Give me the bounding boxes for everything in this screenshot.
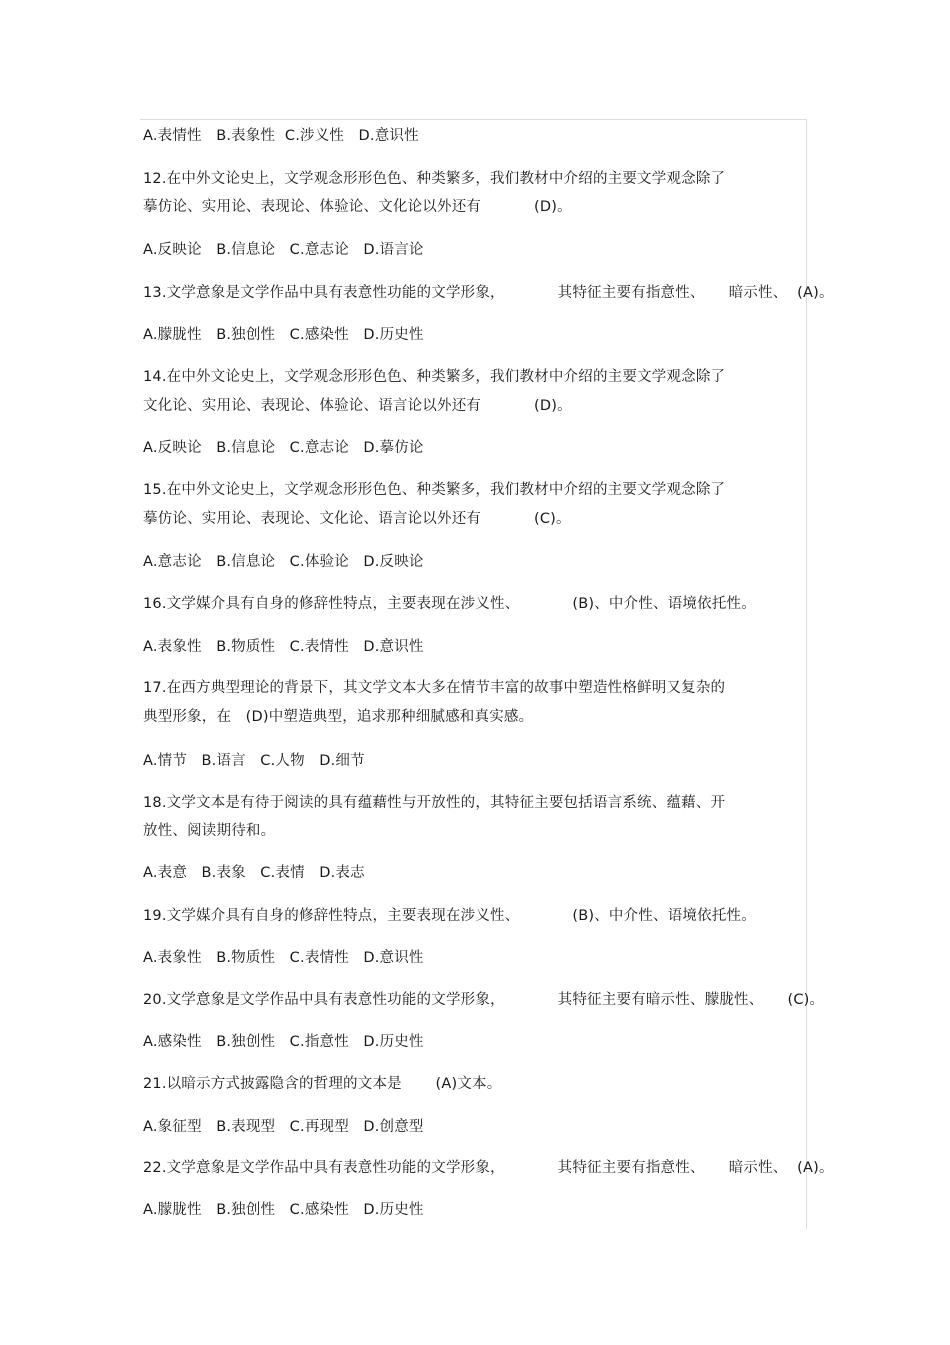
- question-17-line-1: 17.在西方典型理论的背景下，其文学文本大多在情节丰富的故事中塑造性格鲜明又复杂的: [143, 680, 726, 696]
- options-line-20: A.感染性 B.独创性 C.指意性 D.历史性: [143, 1034, 424, 1050]
- options-line-17: A.情节 B.语言 C.人物 D.细节: [143, 753, 365, 769]
- question-13: 13.文学意象是文学作品中具有表意性功能的文学形象， 其特征主要有指意性、 暗示性、 (A)。: [143, 285, 834, 301]
- question-15-line-1: 15.在中外文论史上，文学观念形形色色、种类繁多，我们教材中介绍的主要文学观念除了: [143, 482, 726, 498]
- question-15-line-2: 摹仿论、实用论、表现论、文化论、语言论以外还有 (C)。: [143, 511, 571, 527]
- question-18-line-1: 18.文学文本是有待于阅读的具有蕴藉性与开放性的，其特征主要包括语言系统、蕴藉、开: [143, 795, 726, 811]
- options-line-11: A.表情性 B.表象性 C.涉义性 D.意识性: [143, 128, 419, 144]
- options-line-15: A.意志论 B.信息论 C.体验论 D.反映论: [143, 554, 424, 570]
- page-frame-top-border: [140, 119, 807, 120]
- options-line-16: A.表象性 B.物质性 C.表情性 D.意识性: [143, 639, 424, 655]
- question-12-line-2: 摹仿论、实用论、表现论、体验论、文化论以外还有 (D)。: [143, 199, 572, 215]
- options-line-22: A.朦胧性 B.独创性 C.感染性 D.历史性: [143, 1202, 424, 1218]
- question-20: 20.文学意象是文学作品中具有表意性功能的文学形象， 其特征主要有暗示性、朦胧性、 (C)。: [143, 992, 825, 1008]
- question-12-line-1: 12.在中外文论史上，文学观念形形色色、种类繁多，我们教材中介绍的主要文学观念除了: [143, 171, 726, 187]
- question-21: 21.以暗示方式披露隐含的哲理的文本是 (A)文本。: [143, 1076, 502, 1092]
- options-line-21: A.象征型 B.表现型 C.再现型 D.创意型: [143, 1119, 424, 1135]
- question-19: 19.文学媒介具有自身的修辞性特点，主要表现在涉义性、 (B)、中介性、语境依托性。: [143, 908, 756, 924]
- question-18-line-2: 放性、阅读期待和。: [143, 823, 276, 839]
- options-line-18: A.表意 B.表象 C.表情 D.表志: [143, 865, 365, 881]
- question-14-line-1: 14.在中外文论史上，文学观念形形色色、种类繁多，我们教材中介绍的主要文学观念除了: [143, 369, 726, 385]
- question-22: 22.文学意象是文学作品中具有表意性功能的文学形象， 其特征主要有指意性、 暗示性、 (A)。: [143, 1160, 834, 1176]
- options-line-12: A.反映论 B.信息论 C.意志论 D.语言论: [143, 242, 424, 258]
- options-line-13: A.朦胧性 B.独创性 C.感染性 D.历史性: [143, 327, 424, 343]
- question-16: 16.文学媒介具有自身的修辞性特点，主要表现在涉义性、 (B)、中介性、语境依托性。: [143, 596, 756, 612]
- options-line-19: A.表象性 B.物质性 C.表情性 D.意识性: [143, 950, 424, 966]
- question-17-line-2: 典型形象，在 (D)中塑造典型，追求那种细腻感和真实感。: [143, 709, 534, 725]
- question-14-line-2: 文化论、实用论、表现论、体验论、语言论以外还有 (D)。: [143, 398, 572, 414]
- options-line-14: A.反映论 B.信息论 C.意志论 D.摹仿论: [143, 440, 424, 456]
